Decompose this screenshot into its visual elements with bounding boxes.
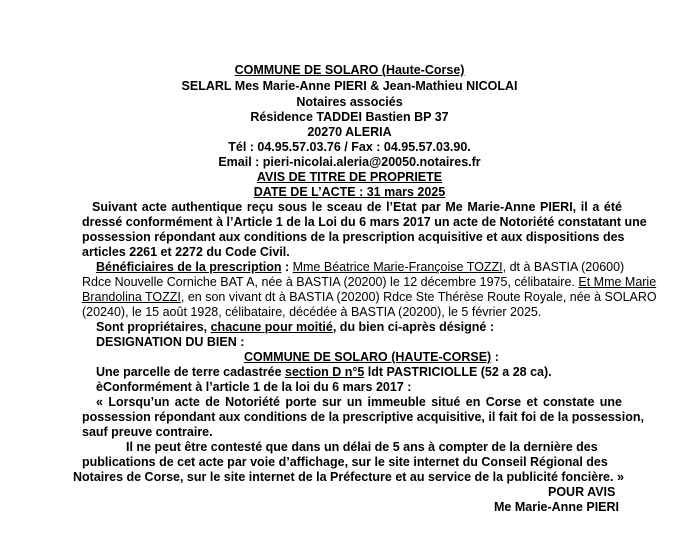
beneficiary-1-details: Rdce Nouvelle Corniche BAT A, née à BASTIA (20200) le 12 décembre 1975, célibataire. [82, 275, 575, 289]
beneficiary-2-intro: Et Mme Marie [578, 275, 657, 289]
parcelle-line [96, 365, 552, 380]
proprietaires-line [96, 320, 494, 335]
quote-line-2: possession répondant aux conditions de la prescriptive acquisitive, il fait foi de la possession, [82, 410, 644, 424]
contest-line-3: Notaires de Corse, sur le site internet de la Préfecture et au service de la publicité foncière. » [73, 470, 624, 484]
commune-title: COMMUNE DE SOLARO (Haute-Corse) [234, 63, 465, 77]
commune-bien-end: : [491, 350, 499, 364]
quote-line-1: « Lorsqu’un acte de Notoriété porte sur un immeuble situé en Corse et constate une [96, 395, 622, 409]
email-line: Email : pieri-nicolai.aleria@20050.notaires.fr [218, 155, 481, 169]
quote-line-3: sauf preuve contraire. [82, 425, 213, 439]
pour-avis: POUR AVIS [548, 485, 616, 499]
selarl-line: SELARL Mes Marie-Anne PIERI & Jean-Mathieu NICOLAI [181, 79, 518, 93]
beneficiary-1-name: Mme Béatrice Marie-Françoise TOZZI [292, 260, 503, 274]
avis-title: AVIS DE TITRE DE PROPRIETE [256, 170, 443, 184]
contest-line-1: Il ne peut être contesté que dans un délai de 5 ans à compter de la dernière des [126, 440, 598, 454]
phone-fax-line: Tél : 04.95.57.03.76 / Fax : 04.95.57.03.90. [228, 140, 471, 154]
beneficiary-2-details: , en son vivant dt à BASTIA (20200) Rdce Ste Thérèse Route Royale, née à SOLARO [180, 290, 657, 304]
signature: Me Marie-Anne PIERI [494, 500, 620, 514]
beneficiary-1-rest: , dt à BASTIA (20600) [502, 260, 625, 274]
designation-title: DESIGNATION DU BIEN : [96, 335, 245, 349]
beneficiaires-label: Bénéficiaires de la prescription [96, 260, 282, 274]
proprietaires-end: , du bien ci-après désigné : [332, 320, 495, 334]
intro-line-1: Suivant acte authentique reçu sous le sceau de l’Etat par Me Marie-Anne PIERI, il a été [92, 200, 622, 214]
contest-line-2: publications de cet acte par voie d’affichage, sur le site internet du Conseil Régional des [82, 455, 608, 469]
beneficiary-2-name: Brandolina TOZZI [82, 290, 181, 304]
parcelle-start: Une parcelle de terre cadastrée [96, 365, 285, 379]
beneficiaires-line-4: (20240), le 15 août 1928, célibataire, décédée à BASTIA (20200), le 5 février 2025. [82, 305, 542, 319]
commune-bien-line [244, 350, 499, 365]
conformement-line: èConformément à l’article 1 de la loi du 6 mars 2017 : [96, 380, 412, 394]
parcelle-end: ldt PASTRICIOLLE (52 a 28 ca). [364, 365, 552, 379]
notaires-associes: Notaires associés [296, 95, 403, 109]
parcelle-section: section D n°5 [285, 365, 365, 379]
proprietaires-start: Sont propriétaires, [96, 320, 211, 334]
beneficiaires-line-2 [82, 275, 657, 290]
residence-line: Résidence TADDEI Bastien BP 37 [250, 110, 449, 124]
city-line: 20270 ALERIA [307, 125, 392, 139]
intro-line-3: possession répondant aux conditions de la prescription acquisitive et aux dispositions des [82, 230, 625, 244]
act-date: DATE DE L’ACTE : 31 mars 2025 [253, 185, 446, 199]
beneficiaires-line-3 [82, 290, 657, 305]
beneficiaires-sep: : [281, 260, 293, 274]
commune-bien: COMMUNE DE SOLARO (HAUTE-CORSE) [244, 350, 492, 364]
beneficiaires-line-1 [96, 260, 625, 275]
proprietaires-share: chacune pour moitié [210, 320, 333, 334]
intro-line-4: articles 2261 et 2272 du Code Civil. [82, 245, 290, 259]
intro-line-2: dressé conformément à l’Article 1 de la Loi du 6 mars 2017 un acte de Notoriété constatant une [82, 215, 647, 229]
